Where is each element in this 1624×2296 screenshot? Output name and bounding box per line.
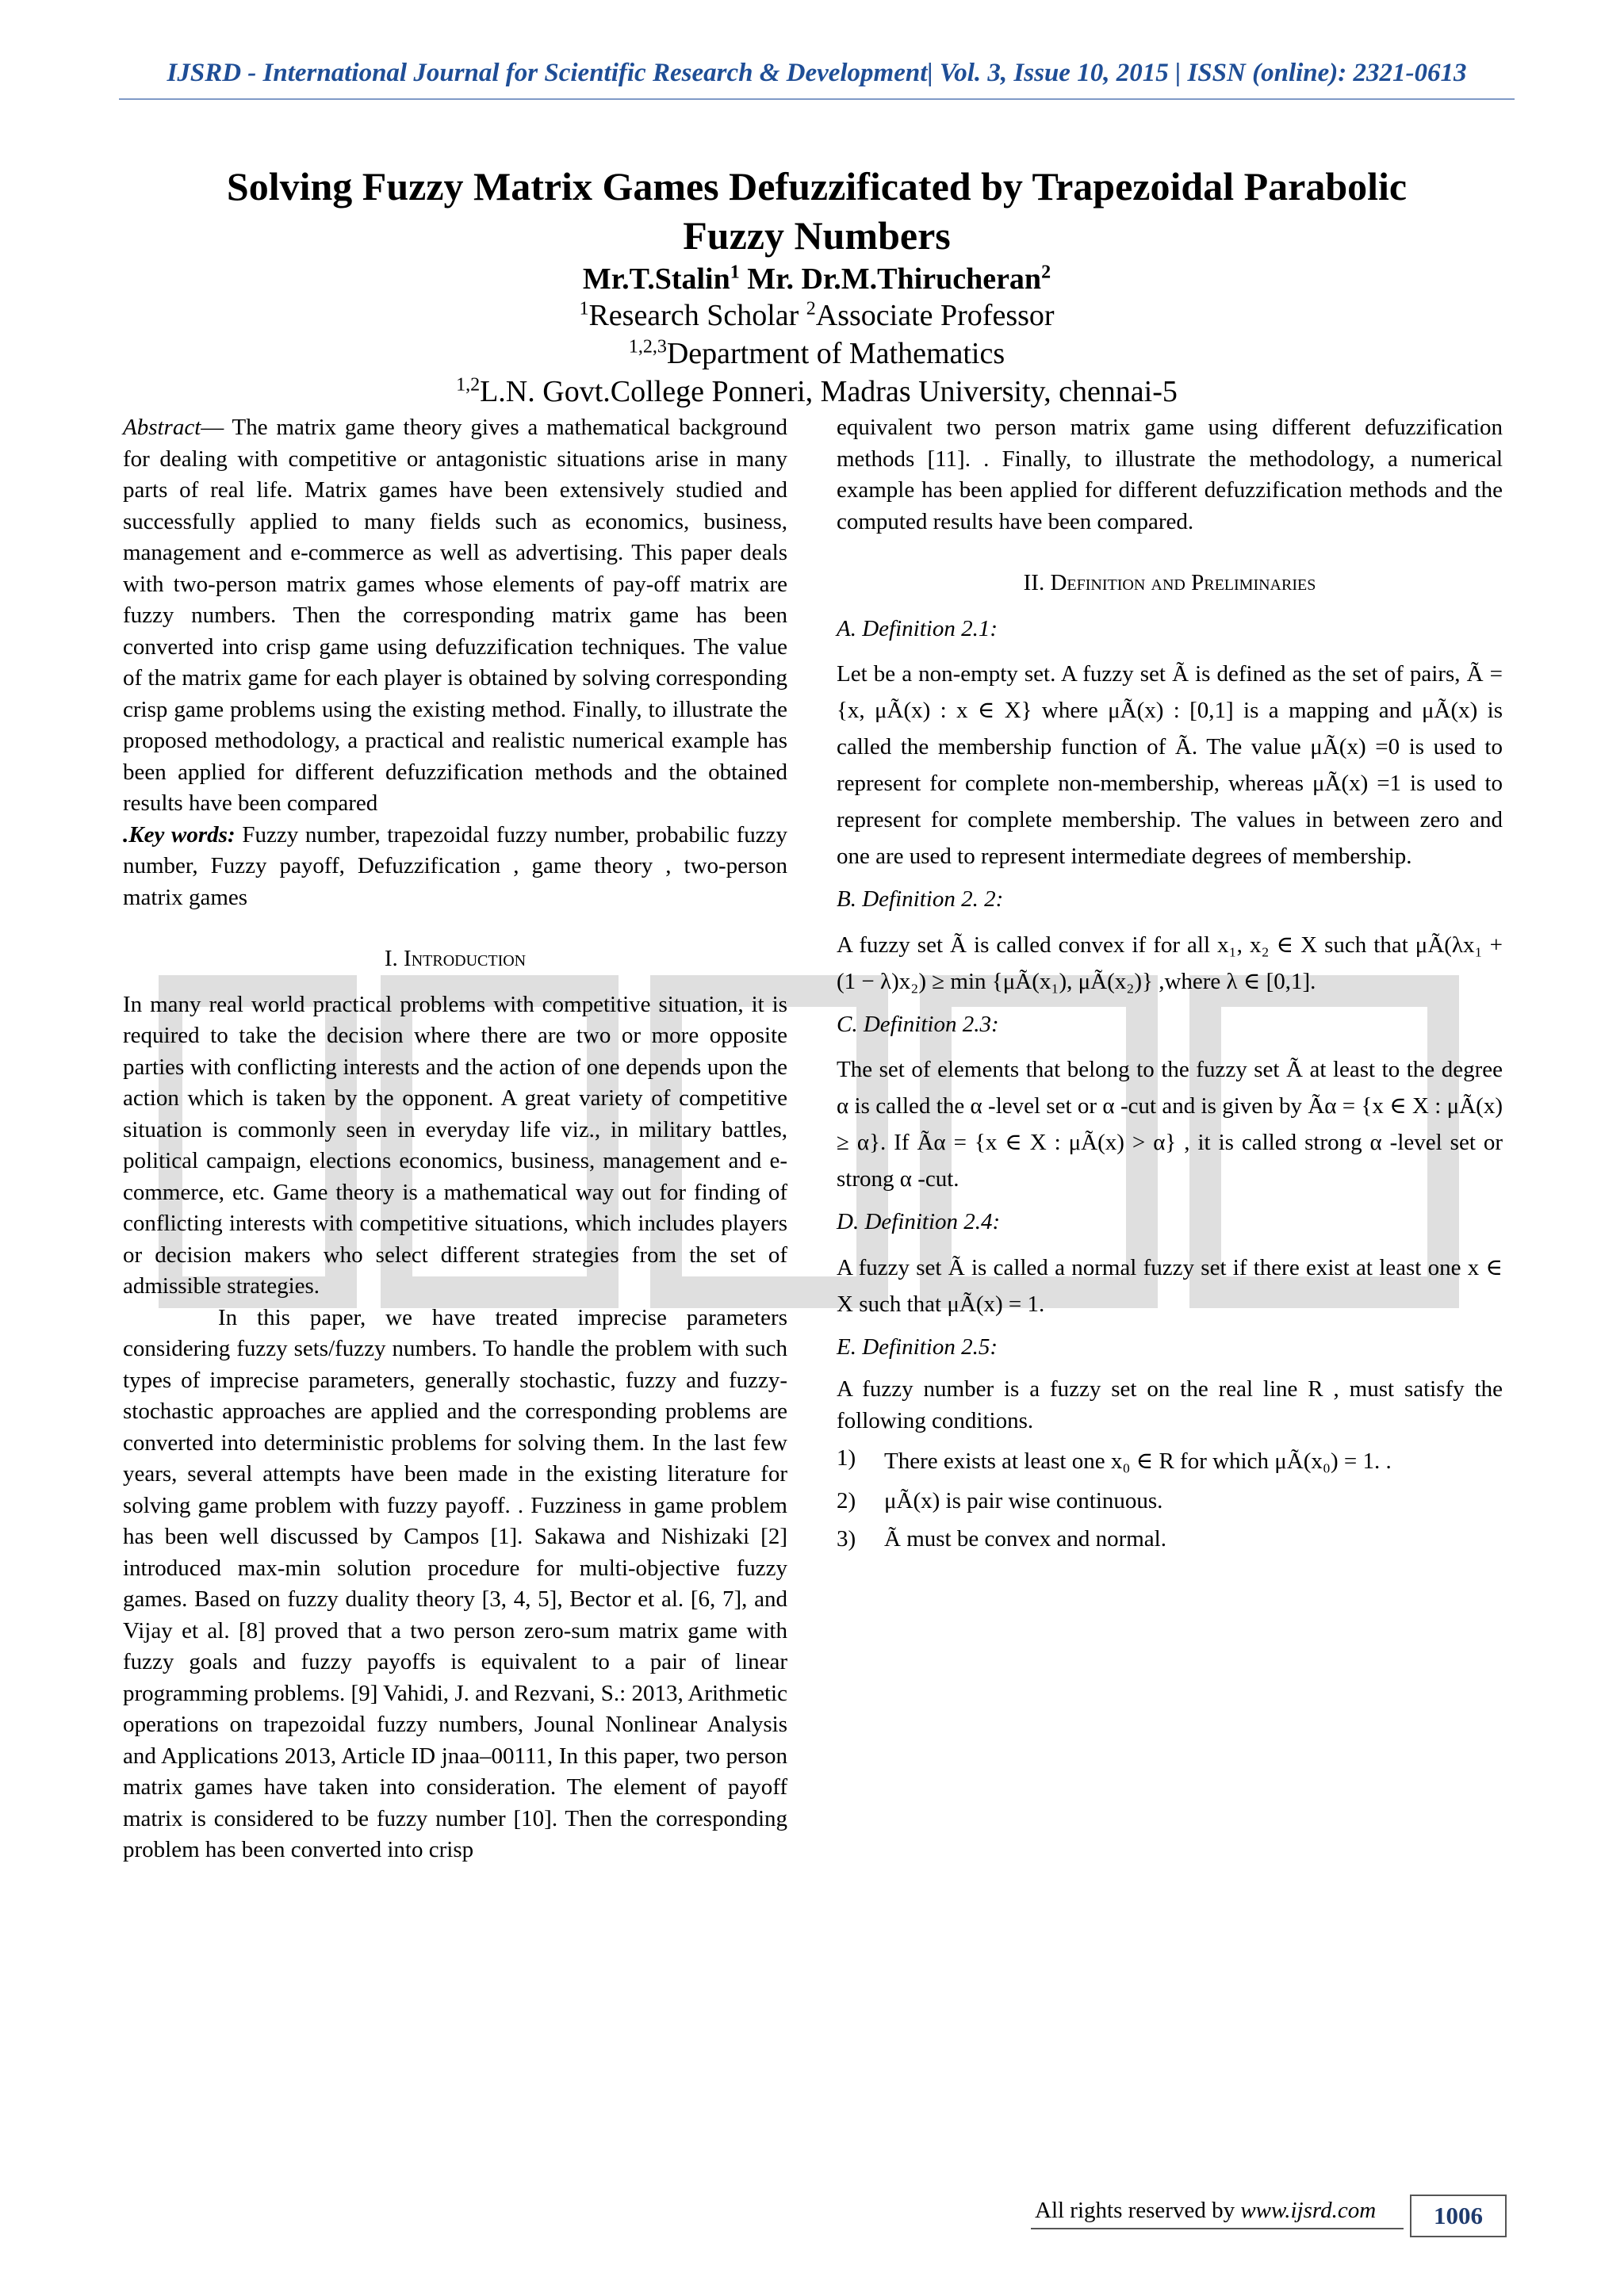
keywords [123, 820, 787, 914]
header-divider [119, 98, 1515, 100]
keywords-text: Fuzzy number, trapezoidal fuzzy number, probabilic fuzzy number, Fuzzy payoff, Defuzzification , game theory , two-person matrix games [123, 821, 787, 910]
section-title: Introduction [404, 946, 527, 971]
author-superscript: 1 [730, 262, 740, 283]
paper-title [119, 162, 1515, 260]
section-heading-introduction [123, 943, 787, 975]
def-2-2-heading: B. Definition 2. 2: [837, 886, 1004, 912]
def-2-5-heading: E. Definition 2.5: [837, 1334, 998, 1360]
def-2-2-text: A fuzzy set Ã is called convex if for all x₁, x₂ ∈ X such that μÃ(λx₁ + (1 − λ)x₂) ≥ min {μÃ(x₁), μÃ(x₂)} ,where λ ∈ [0,1]. [837, 932, 1503, 994]
def-2-3-text: The set of elements that belong to the fuzzy set Ã at least to the degree α is called the α -level set or α -cut and is given by Ãα = {x ∈ X : μÃ(x) ≥ α}. If Ãα = {x ∈ X : μÃ(x) > α} , it is called strong α -level set or strong α -cut. [837, 1057, 1503, 1192]
list-number: 2) [837, 1488, 856, 1513]
right-column [837, 412, 1503, 1561]
list-item [837, 1524, 1503, 1556]
rights-text: All rights reserved by [1035, 2198, 1241, 2223]
aff-department: Department of Mathematics [666, 337, 1005, 370]
list-text: μÃ(x) is pair wise continuous. [884, 1488, 1163, 1513]
abstract-text: — The matrix game theory gives a mathematical background for dealing with competitive or antagonistic situations arise in many parts of real life. Matrix games have been extensively studied and successfully applied to many fields such as economics, business, management and e-commerce as well as advertising. This paper deals with two-person matrix games whose elements of pay-off matrix are fuzzy numbers. Then the corresponding matrix game has been converted into crisp game using defuzzification techniques. The value of the matrix game for each player is obtained by solving corresponding crisp game problems using the existing method. Finally, to illustrate the proposed methodology, a practical and realistic numerical example has been applied for different defuzzification methods and the obtained results have been compared [123, 415, 787, 816]
abstract-label: Abstract [123, 415, 201, 440]
list-number: 3) [837, 1525, 856, 1552]
def-2-1-text: Let be a non-empty set. A fuzzy set Ã is defined as the set of pairs, Ã = {x, μÃ(x) : x ∈ X} where μÃ(x) : [0,1] is a mapping and μÃ(x) is called the membership function of Ã. The value μÃ(x) =0 is used to represent for complete non-membership, whereas μÃ(x) =1 is used to represent for complete membership. The values in between zero and one are used to represent intermediate degrees of membership. [837, 661, 1503, 869]
site-link[interactable]: www.ijsrd.com [1240, 2198, 1377, 2223]
aff-institution: L.N. Govt.College Ponneri, Madras University, chennai-5 [480, 375, 1178, 408]
author-line [119, 262, 1515, 297]
list-item [837, 1486, 1503, 1517]
def-2-4-heading: D. Definition 2.4: [837, 1209, 1001, 1234]
def-2-4-text: A fuzzy set Ã is called a normal fuzzy set if there exist at least one x ∈ X such that μÃ(x) = 1. [837, 1254, 1503, 1317]
running-header: IJSRD - International Journal for Scientific Research & Development| Vol. 3, Issue 10, 2015 | ISSN (online): 2321-0613 [167, 59, 1467, 87]
list-text: Ã must be convex and normal. [884, 1525, 1166, 1552]
footer-rights [1035, 2198, 1376, 2224]
title-line-2: Fuzzy Numbers [683, 213, 951, 258]
intro-paragraph-1: In many real world practical problems with competitive situation, it is required to take the decision where there are two or more opposite parties with conflicting interests and the action of one depends upon the action which is taken by the opponent. A great variety of competitive situation is commonly seen in everyday life viz., in military battles, political campaign, elections economics, business, management and e-commerce, etc. Game theory is a mathematical way out for finding of conflicting interests with competitive situations, which includes players or decision makers who select different strategies from the set of admissible strategies. [123, 991, 787, 1299]
intro-paragraph-2: In this paper, we have treated imprecise parameters considering fuzzy sets/fuzzy numbers. To handle the problem with such types of imprecise parameters, generally stochastic, fuzzy and fuzzy-stochastic approaches are applied and the corresponding problems are converted into deterministic problems for solving them. In the last few years, several attempts have been made in the existing literature for solving game problem with fuzzy payoff. . Fuzziness in game problem has been well discussed by Campos [1]. Sakawa and Nishizaki [2] introduced max-min solution procedure for multi-objective fuzzy games. Based on fuzzy duality theory [3, 4, 5], Bector et al. [6, 7], and Vijay et al. [8] proved that a two person zero-sum matrix game with fuzzy goals and fuzzy payoffs is equivalent to a pair of linear programming problems. [9] Vahidi, J. and Rezvani, S.: 2013, Arithmetic operations on trapezoidal fuzzy numbers, Jounal Nonlinear Analysis and Applications 2013, Article ID jnaa–00111, In this paper, two person matrix games have taken into consideration. The element of payoff matrix is considered to be fuzzy number [10]. Then the corresponding problem has been converted into crisp [123, 1304, 787, 1862]
affiliation-institution [119, 374, 1515, 409]
def-2-5-text: A fuzzy number is a fuzzy set on the real line R , must satisfy the following conditions. [837, 1376, 1503, 1433]
section-number: II. [1023, 570, 1051, 595]
aff-superscript: 2 [806, 298, 816, 320]
list-number: 1) [837, 1445, 856, 1471]
affiliation-department [119, 336, 1515, 371]
list-item [837, 1443, 1503, 1479]
keywords-label: .Key words: [123, 821, 236, 848]
page-number: 1006 [1410, 2195, 1507, 2237]
author-superscript: 2 [1041, 262, 1051, 283]
section-number: I. [384, 946, 404, 971]
abstract [123, 412, 787, 820]
section-title: Definition and Preliminaries [1050, 570, 1316, 595]
footer-divider [1031, 2228, 1404, 2229]
intro-paragraph-3: equivalent two person matrix game using different defuzzification methods [11]. . Finally, to illustrate the methodology, a numerical example has been applied for different defuzzification methods and the computed results have been compared. [837, 415, 1503, 534]
aff-role: Associate Professor [815, 299, 1055, 332]
affiliation-roles [119, 298, 1515, 333]
aff-superscript: 1,2 [456, 374, 481, 396]
aff-superscript: 1 [579, 298, 589, 320]
list-text: There exists at least one x₀ ∈ R for which μÃ(x₀) = 1. . [884, 1448, 1392, 1474]
author-name: Mr. Dr.M.Thirucheran [739, 262, 1042, 296]
title-line-1: Solving Fuzzy Matrix Games Defuzzificated by Trapezoidal Parabolic [226, 164, 1408, 209]
section-heading-definitions [837, 568, 1503, 599]
left-column [123, 412, 787, 1866]
def-2-1-heading: A. Definition 2.1: [837, 615, 998, 641]
aff-role: Research Scholar [588, 299, 806, 332]
author-name: Mr.T.Stalin [582, 262, 730, 296]
aff-superscript: 1,2,3 [628, 336, 667, 358]
def-2-3-heading: C. Definition 2.3: [837, 1011, 999, 1037]
